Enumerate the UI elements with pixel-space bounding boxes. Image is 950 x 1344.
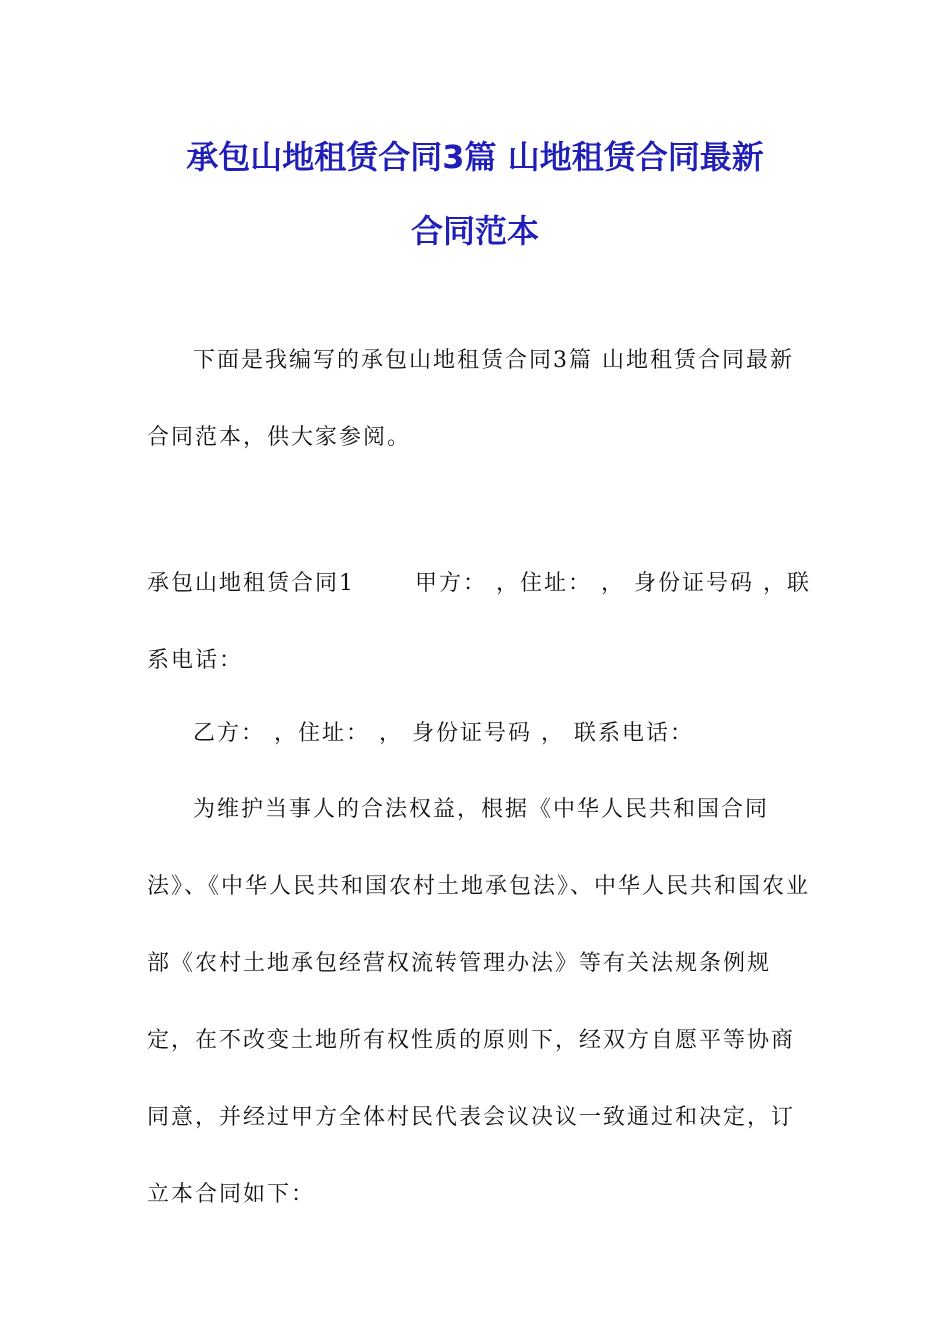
document-title-line-2: 合同范本 xyxy=(410,212,539,250)
party-b-paragraph: 乙方： ，住址： ， 身份证号码 ， 联系电话： xyxy=(193,721,694,746)
intro-paragraph: 下面是我编写的承包山地租赁合同3篇 山地租赁合同最新合同范本，供大家参阅。 xyxy=(147,348,794,450)
party-a-line: 甲方： ，住址： ， 身份证号码 ，联系电话： xyxy=(147,571,811,673)
contract-1-heading: 承包山地租赁合同1 xyxy=(147,571,355,596)
document-title-line-1: 承包山地租赁合同3篇 山地租赁合同最新 xyxy=(186,138,764,176)
contract-basis-paragraph: 为维护当事人的合法权益，根据《中华人民共和国合同法》、《中华人民共和国农村土地承包法》、中华人民共和国农业部《农村土地承包经营权流转管理办法》等有关法规条例规定，在不改变土地所有权性质的原则下，经双方自愿平等协商同意，并经过甲方全体村民代表会议决议一致通过和决定，订立本合同如下： xyxy=(147,797,811,1207)
contract-1-parties-paragraph xyxy=(147,545,812,699)
